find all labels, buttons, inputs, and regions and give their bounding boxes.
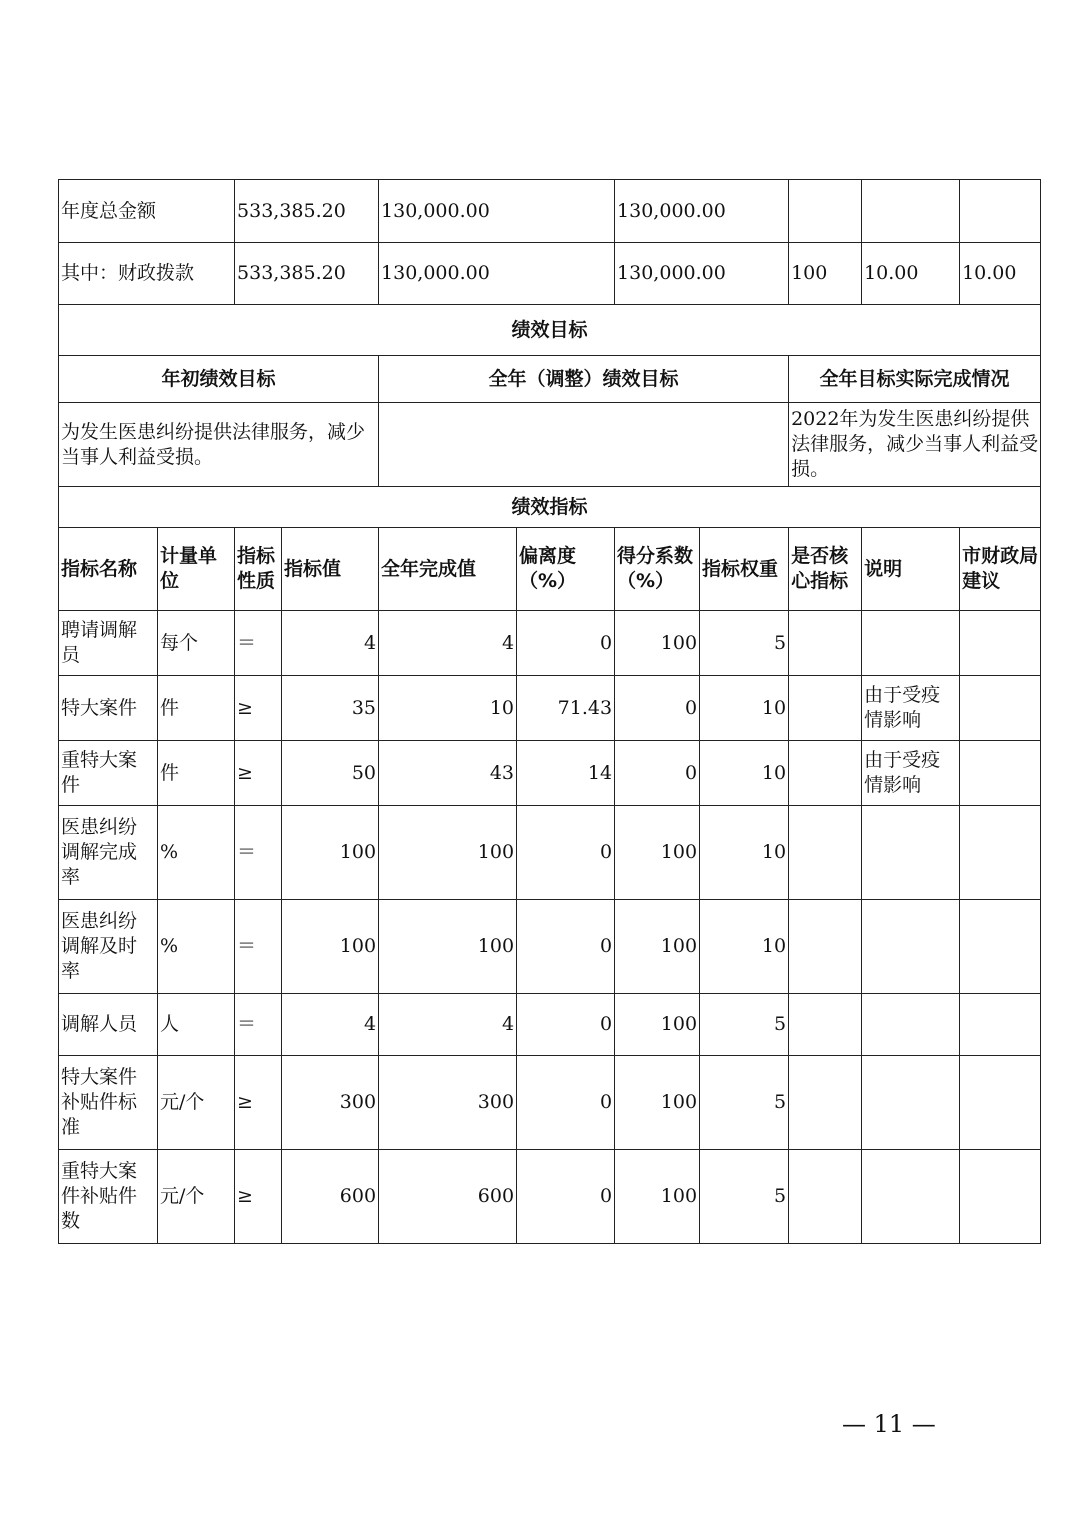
actual-value: 600 — [379, 1150, 517, 1244]
goals-header-row — [59, 356, 1041, 403]
core-cell — [789, 1150, 862, 1244]
target-value: 100 — [282, 900, 379, 994]
header-nature: 指标性质 — [235, 528, 282, 611]
goals-section-title: 绩效目标 — [59, 305, 1041, 356]
unit-cell: 每个 — [158, 611, 235, 676]
unit-cell: 元/个 — [158, 1056, 235, 1150]
table-row — [59, 900, 1041, 994]
goal-adjusted — [379, 403, 789, 487]
score-value: 100 — [615, 994, 700, 1056]
nature-cell: ＝ — [235, 900, 282, 994]
header-score: 得分系数（%） — [615, 528, 700, 611]
advice-cell — [960, 741, 1041, 806]
table-row — [59, 1150, 1041, 1244]
header-note: 说明 — [862, 528, 960, 611]
indicator-name: 调解人员 — [59, 994, 158, 1056]
budget-cell — [960, 180, 1041, 243]
weight-value: 5 — [700, 1056, 789, 1150]
note-cell — [862, 994, 960, 1056]
table-body — [59, 180, 1041, 1244]
goal-initial: 为发生医患纠纷提供法律服务，减少当事人利益受损。 — [59, 403, 379, 487]
table-row — [59, 1056, 1041, 1150]
target-value: 300 — [282, 1056, 379, 1150]
core-cell — [789, 741, 862, 806]
note-cell — [862, 1150, 960, 1244]
header-weight: 指标权重 — [700, 528, 789, 611]
deviation-value: 0 — [517, 1056, 615, 1150]
header-name: 指标名称 — [59, 528, 158, 611]
header-core: 是否核心指标 — [789, 528, 862, 611]
score-value: 100 — [615, 1150, 700, 1244]
note-cell — [862, 1056, 960, 1150]
header-unit: 计量单位 — [158, 528, 235, 611]
table-row — [59, 611, 1041, 676]
goals-row — [59, 403, 1041, 487]
advice-cell — [960, 806, 1041, 900]
budget-label: 其中：财政拨款 — [59, 243, 235, 305]
goals-section-row — [59, 305, 1041, 356]
budget-cell: 130,000.00 — [615, 243, 789, 305]
nature-cell: ＝ — [235, 611, 282, 676]
indicators-section-title: 绩效指标 — [59, 487, 1041, 528]
note-cell — [862, 900, 960, 994]
unit-cell: 件 — [158, 676, 235, 741]
header-actual: 全年完成值 — [379, 528, 517, 611]
budget-cell: 533,385.20 — [235, 180, 379, 243]
unit-cell: 元/个 — [158, 1150, 235, 1244]
table-row — [59, 994, 1041, 1056]
core-cell — [789, 611, 862, 676]
deviation-value: 71.43 — [517, 676, 615, 741]
budget-row — [59, 243, 1041, 305]
indicator-name: 医患纠纷调解完成率 — [59, 806, 158, 900]
budget-cell: 130,000.00 — [615, 180, 789, 243]
header-advice: 市财政局建议 — [960, 528, 1041, 611]
actual-value: 100 — [379, 900, 517, 994]
budget-cell — [789, 180, 862, 243]
deviation-value: 0 — [517, 1150, 615, 1244]
nature-cell: ≥ — [235, 741, 282, 806]
budget-cell: 10.00 — [960, 243, 1041, 305]
deviation-value: 0 — [517, 900, 615, 994]
note-cell — [862, 806, 960, 900]
deviation-value: 0 — [517, 994, 615, 1056]
indicator-name: 特大案件补贴件标准 — [59, 1056, 158, 1150]
weight-value: 10 — [700, 676, 789, 741]
budget-label: 年度总金额 — [59, 180, 235, 243]
goals-header-initial: 年初绩效目标 — [59, 356, 379, 403]
indicator-name: 特大案件 — [59, 676, 158, 741]
score-value: 0 — [615, 676, 700, 741]
advice-cell — [960, 676, 1041, 741]
performance-table — [58, 179, 1041, 1244]
table-row — [59, 676, 1041, 741]
actual-value: 300 — [379, 1056, 517, 1150]
actual-value: 4 — [379, 611, 517, 676]
weight-value: 5 — [700, 611, 789, 676]
header-deviation: 偏离度（%） — [517, 528, 615, 611]
deviation-value: 0 — [517, 611, 615, 676]
note-cell: 由于受疫情影响 — [862, 741, 960, 806]
note-cell: 由于受疫情影响 — [862, 676, 960, 741]
budget-cell: 130,000.00 — [379, 243, 615, 305]
weight-value: 10 — [700, 806, 789, 900]
weight-value: 5 — [700, 1150, 789, 1244]
nature-cell: ≥ — [235, 1056, 282, 1150]
header-target: 指标值 — [282, 528, 379, 611]
advice-cell — [960, 994, 1041, 1056]
nature-cell: ≥ — [235, 1150, 282, 1244]
page-number: — 11 — — [842, 1410, 936, 1438]
weight-value: 5 — [700, 994, 789, 1056]
score-value: 0 — [615, 741, 700, 806]
advice-cell — [960, 900, 1041, 994]
deviation-value: 0 — [517, 806, 615, 900]
core-cell — [789, 994, 862, 1056]
budget-cell: 130,000.00 — [379, 180, 615, 243]
score-value: 100 — [615, 806, 700, 900]
actual-value: 100 — [379, 806, 517, 900]
target-value: 50 — [282, 741, 379, 806]
budget-row — [59, 180, 1041, 243]
score-value: 100 — [615, 900, 700, 994]
indicators-header-row — [59, 528, 1041, 611]
budget-cell: 100 — [789, 243, 862, 305]
core-cell — [789, 676, 862, 741]
core-cell — [789, 806, 862, 900]
core-cell — [789, 1056, 862, 1150]
score-value: 100 — [615, 1056, 700, 1150]
indicator-name: 重特大案件补贴件数 — [59, 1150, 158, 1244]
actual-value: 4 — [379, 994, 517, 1056]
goals-header-adjusted: 全年（调整）绩效目标 — [379, 356, 789, 403]
unit-cell: % — [158, 806, 235, 900]
target-value: 35 — [282, 676, 379, 741]
budget-cell: 10.00 — [862, 243, 960, 305]
unit-cell: 件 — [158, 741, 235, 806]
target-value: 100 — [282, 806, 379, 900]
indicators-section-row — [59, 487, 1041, 528]
indicator-name: 医患纠纷调解及时率 — [59, 900, 158, 994]
indicator-name: 聘请调解员 — [59, 611, 158, 676]
deviation-value: 14 — [517, 741, 615, 806]
score-value: 100 — [615, 611, 700, 676]
advice-cell — [960, 611, 1041, 676]
target-value: 600 — [282, 1150, 379, 1244]
actual-value: 43 — [379, 741, 517, 806]
target-value: 4 — [282, 611, 379, 676]
advice-cell — [960, 1150, 1041, 1244]
nature-cell: ＝ — [235, 994, 282, 1056]
nature-cell: ≥ — [235, 676, 282, 741]
target-value: 4 — [282, 994, 379, 1056]
budget-cell — [862, 180, 960, 243]
table-row — [59, 741, 1041, 806]
goal-actual: 2022年为发生医患纠纷提供法律服务，减少当事人利益受损。 — [789, 403, 1041, 487]
actual-value: 10 — [379, 676, 517, 741]
nature-cell: ＝ — [235, 806, 282, 900]
budget-cell: 533,385.20 — [235, 243, 379, 305]
weight-value: 10 — [700, 900, 789, 994]
advice-cell — [960, 1056, 1041, 1150]
unit-cell: % — [158, 900, 235, 994]
table-row — [59, 806, 1041, 900]
weight-value: 10 — [700, 741, 789, 806]
core-cell — [789, 900, 862, 994]
indicator-name: 重特大案件 — [59, 741, 158, 806]
unit-cell: 人 — [158, 994, 235, 1056]
goals-header-actual: 全年目标实际完成情况 — [789, 356, 1041, 403]
note-cell — [862, 611, 960, 676]
